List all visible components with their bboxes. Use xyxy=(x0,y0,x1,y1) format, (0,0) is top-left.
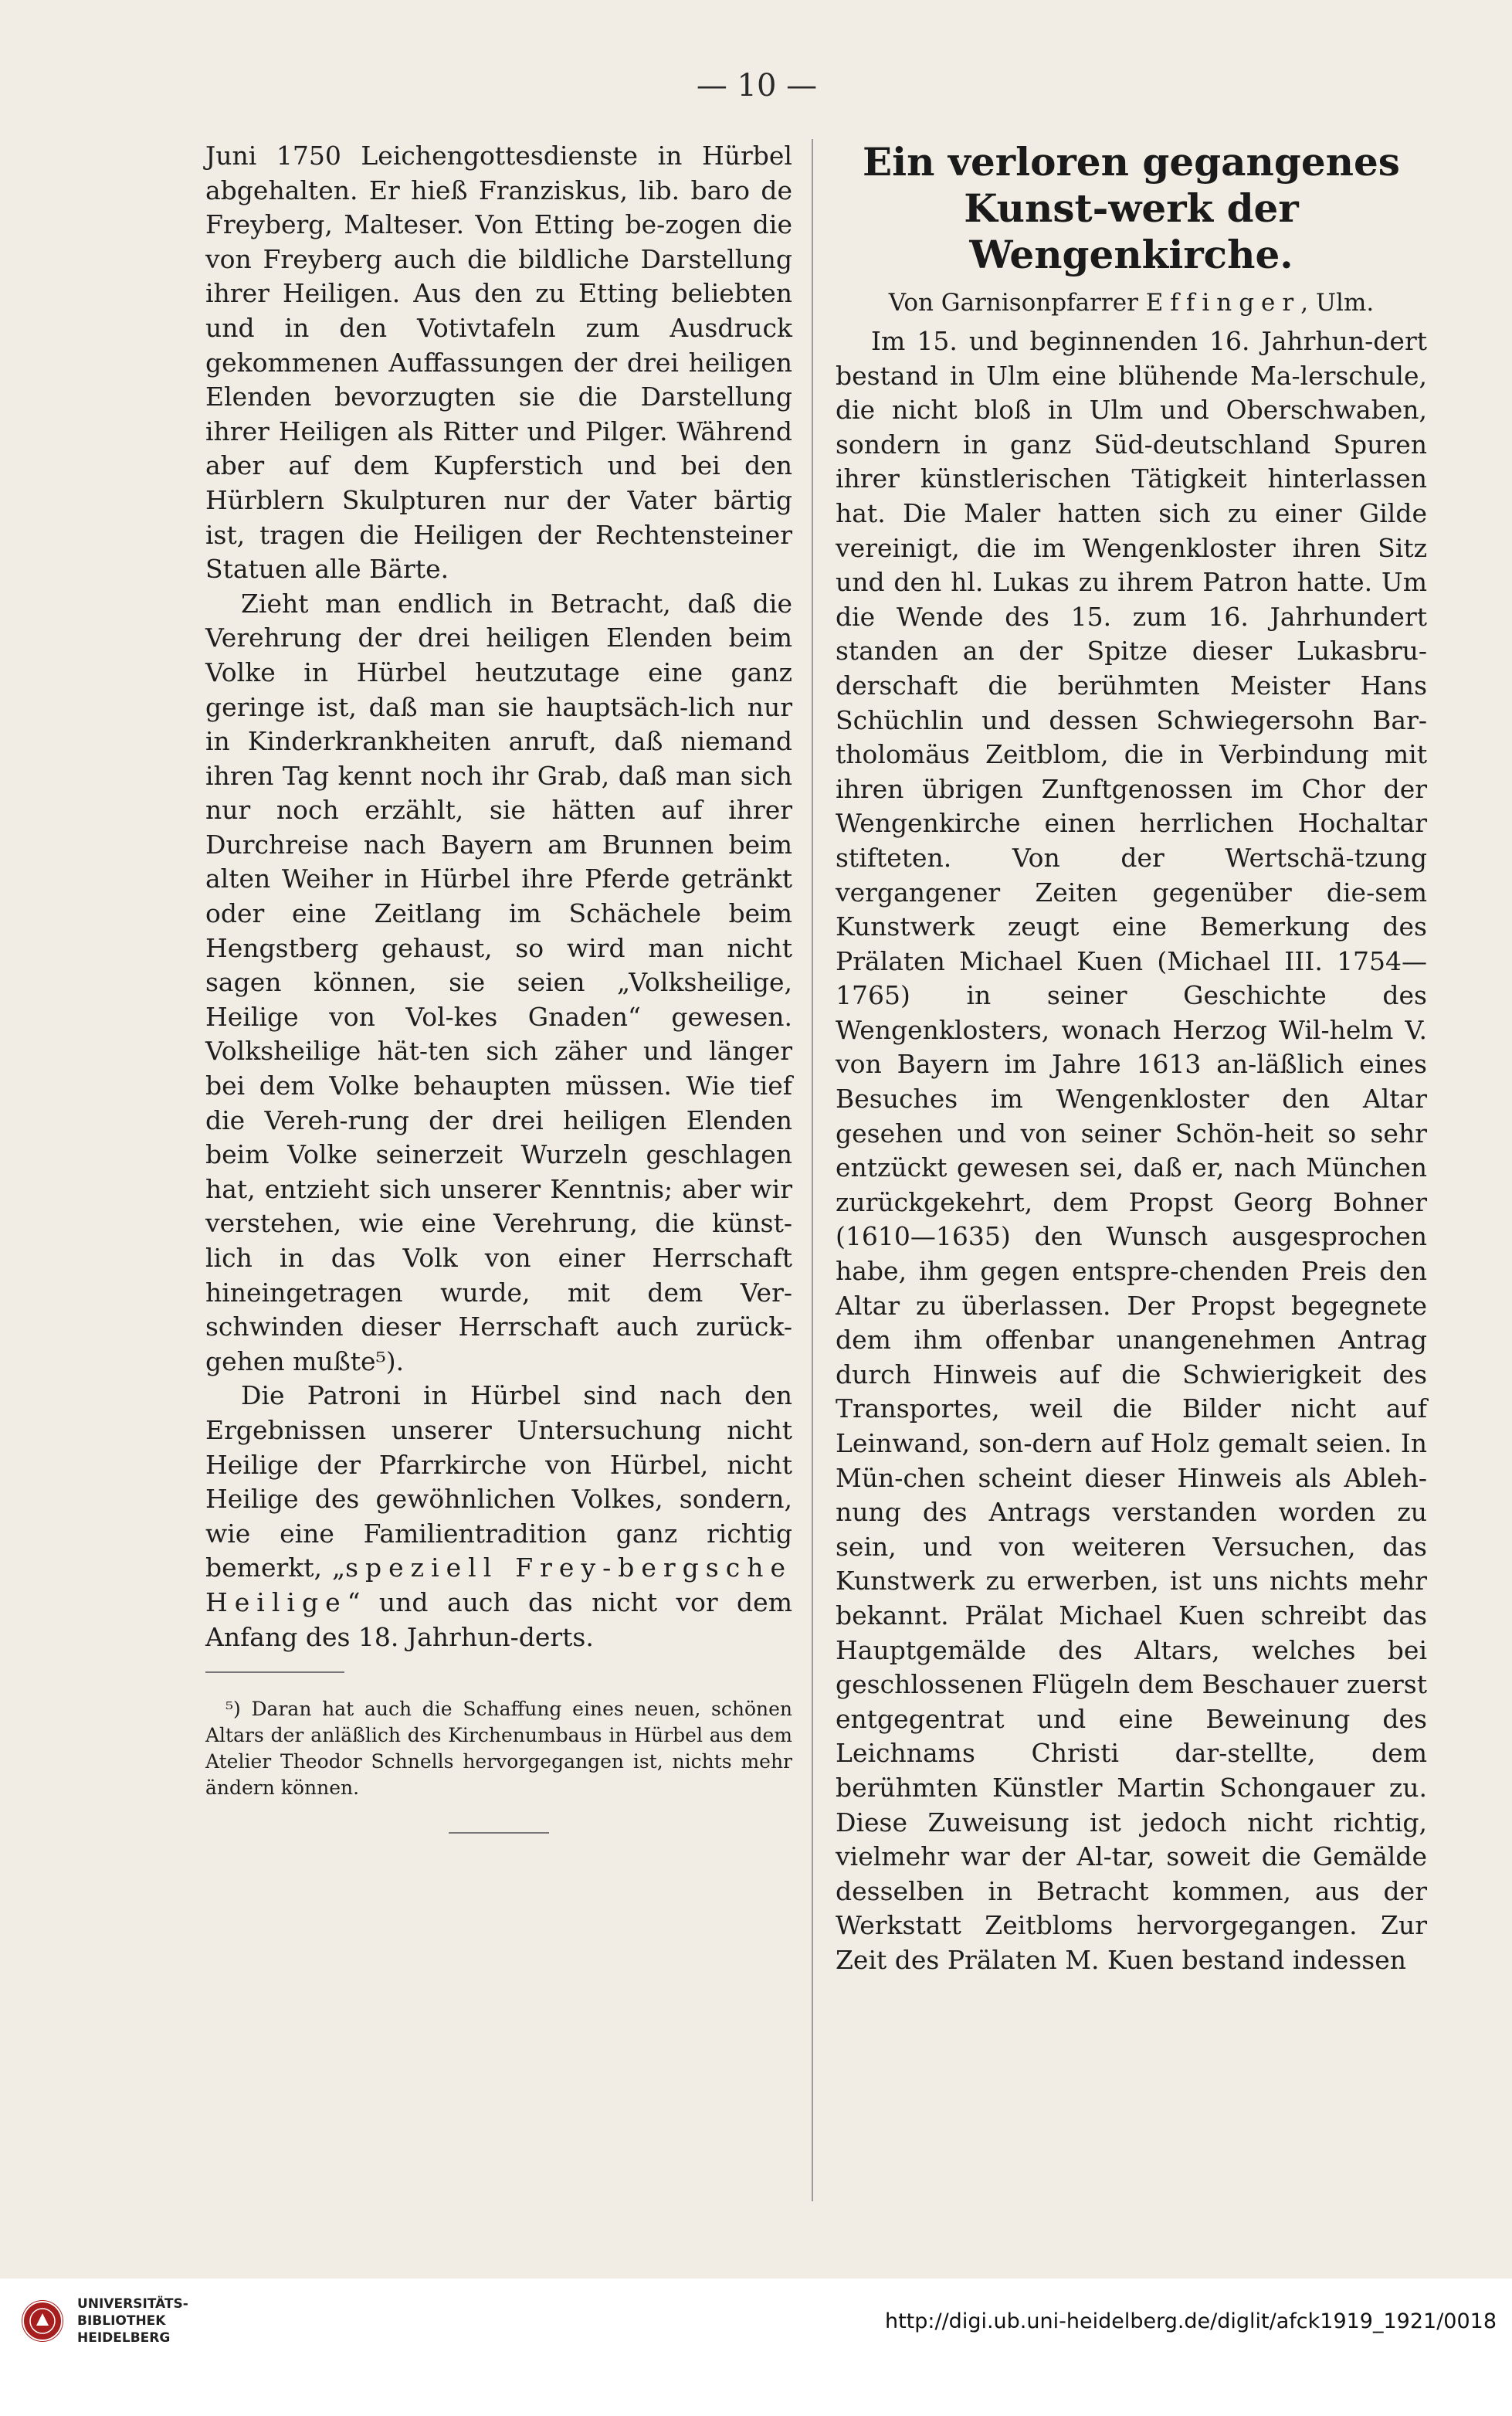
byline-author: Effinger xyxy=(1145,289,1301,317)
paragraph-verehrung: Zieht man endlich in Betracht, daß die Verehrung der drei heiligen Elenden beim Volke in Hürbel heutzutage eine ganz geringe ist, daß man sie hauptsäch-lich nur in Kinderkrankheiten anruft, daß niemand ihren Tag kennt noch ihr Grab, daß man sich nur noch erzählt, sie hätten auf ihrer Durchreise nach Bayern am Brunnen beim alten Weiher in Hürbel ihre Pferde getränkt oder eine Zeitlang im Schächele beim Hengstberg gehaust, so wird man nicht sagen können, sie seien „Volksheilige, Heilige von Vol-kes Gnaden“ gewesen. Volksheilige hät-ten sich zäher und länger bei dem Volke behaupten müssen. Wie tief die Vereh-rung der drei heiligen Elenden beim Volke seinerzeit Wurzeln geschlagen hat, entzieht sich unserer Kenntnis; aber wir verstehen, wie eine Verehrung, die künst-lich in das Volk von einer Herrschaft hineingetragen wurde, mit dem Ver-schwinden dieser Herrschaft auch zurück-gehen mußte⁵). xyxy=(205,588,792,1376)
patroni-text-start: Die Patroni in Hürbel sind nach den Ergebnissen unserer Untersuchung nicht Heilige der Pfarrkirche von Hürbel, nicht Heilige des gewöhnlichen Volkes, sondern, wie eine Familientradition ganz richtig bemerkt, „ xyxy=(205,1380,792,1583)
left-column xyxy=(205,139,792,1834)
footnote-5: ⁵) Daran hat auch die Schaffung eines neuen, schönen Altars der anläßlich des Kirchenumbaus in Hürbel aus dem Atelier Theodor Schnells hervorgegangen ist, nichts mehr ändern können. xyxy=(205,1698,792,1800)
paragraph-continuation: Juni 1750 Leichengottesdienste in Hürbel abgehalten. Er hieß Franziskus, lib. baro de Freyberg, Malteser. Von Etting be-zogen die von Freyberg auch die bildliche Darstellung ihrer Heiligen. Aus den zu Etting beliebten und in den Votivtafeln zum Ausdruck gekommenen Auffassungen der drei heiligen Elenden bevorzugten sie die Darstellung ihrer Heiligen als Ritter und Pilger. Während aber auf dem Kupferstich und bei den Hürblern Skulpturen nur der Vater bärtig ist, tragen die Heiligen der Rechtensteiner Statuen alle Bärte. xyxy=(205,141,792,585)
university-seal-icon xyxy=(22,2300,63,2342)
article-title: Ein verloren gegangenes Kunst-werk der Wengenkirche. xyxy=(863,139,1400,277)
logo-line-3: HEIDELBERG xyxy=(77,2330,171,2346)
permalink-url[interactable]: http://digi.ub.uni-heidelberg.de/diglit/afck1919_1921/0018 xyxy=(884,2309,1497,2333)
page-number: — 10 — xyxy=(696,68,818,103)
article-paragraph: Im 15. und beginnenden 16. Jahrhun-dert bestand in Ulm eine blühende Ma-lerschule, die nicht bloß in Ulm und Oberschwaben, sondern in ganz Süd-deutschland Spuren ihrer künstlerischen Tätigkeit hinterlassen hat. Die Maler hatten sich zu einer Gilde vereinigt, die im Wengenkloster ihren Sitz und den hl. Lukas zu ihrem Patron hatte. Um die Wende des 15. zum 16. Jahrhundert standen an der Spitze dieser Lukasbru-derschaft die berühmten Meister Hans Schüchlin und dessen Schwiegersohn Bar-tholomäus Zeitblom, die in Verbindung mit ihren übrigen Zunftgenossen im Chor der Wengenkirche einen herrlichen Hochaltar stifteten. Von der Wertschä-tzung vergangener Zeiten gegenüber die-sem Kunstwerk zeugt eine Bemerkung des Prälaten Michael Kuen (Michael III. 1754—1765) in seiner Geschichte des Wengenklosters, wonach Herzog Wil-helm V. von Bayern im Jahre 1613 an-läßlich eines Besuches im Wengenkloster den Altar gesehen und von seiner Schön-heit so sehr entzückt gewesen sei, daß er, nach München zurückgekehrt, dem Propst Georg Bohner (1610—1635) den Wunsch ausgesprochen habe, ihm gegen entspre-chenden Preis den Altar zu überlassen. Der Propst begegnete dem ihm offenbar unangenehmen Antrag durch Hinweis auf die Schwierigkeit des Transportes, weil die Bilder nicht auf Leinwand, son-dern auf Holz gemalt seien. In Mün-chen scheint dieser Hinweis als Ableh-nung des Antrags verstanden worden zu sein, und von weiteren Versuchen, das Kunstwerk zu erwerben, ist uns nichts mehr bekannt. Prälat Michael Kuen schreibt das Hauptgemälde des Altars, welches bei geschlossenen Flügeln dem Beschauer zuerst entgegentrat und eine Beweinung des Leichnams Christi dar-stellte, dem berühmten Künstler Martin Schongauer zu. Diese Zuweisung ist jedoch nicht richtig, vielmehr war der Al-tar, soweit die Gemälde desselben in Betracht kommen, aus der Werkstatt Zeitbloms hervorgegangen. Zur Zeit des Prälaten M. Kuen bestand indessen xyxy=(836,326,1427,1975)
logo-line-2: BIBLIOTHEK xyxy=(77,2313,166,2329)
end-rule xyxy=(449,1832,549,1834)
logo-line-1: UNIVERSITÄTS- xyxy=(77,2296,188,2312)
patroni-text-end: “ und auch das nicht vor dem Anfang des 18. Jahrhun-derts. xyxy=(205,1586,792,1652)
byline xyxy=(836,286,1427,320)
paragraph-patroni xyxy=(205,1379,792,1654)
byline-prefix: Von Garnisonpfarrer xyxy=(888,289,1146,317)
library-logo-text xyxy=(77,2296,188,2346)
right-column xyxy=(836,139,1427,1978)
byline-suffix: , Ulm. xyxy=(1300,289,1375,317)
viewer-footer xyxy=(0,2279,1512,2416)
column-divider xyxy=(812,139,813,2201)
footnote-rule xyxy=(205,1671,344,1673)
spaced-emphasis: speziell Frey-bergsche Heilige xyxy=(205,1552,792,1617)
